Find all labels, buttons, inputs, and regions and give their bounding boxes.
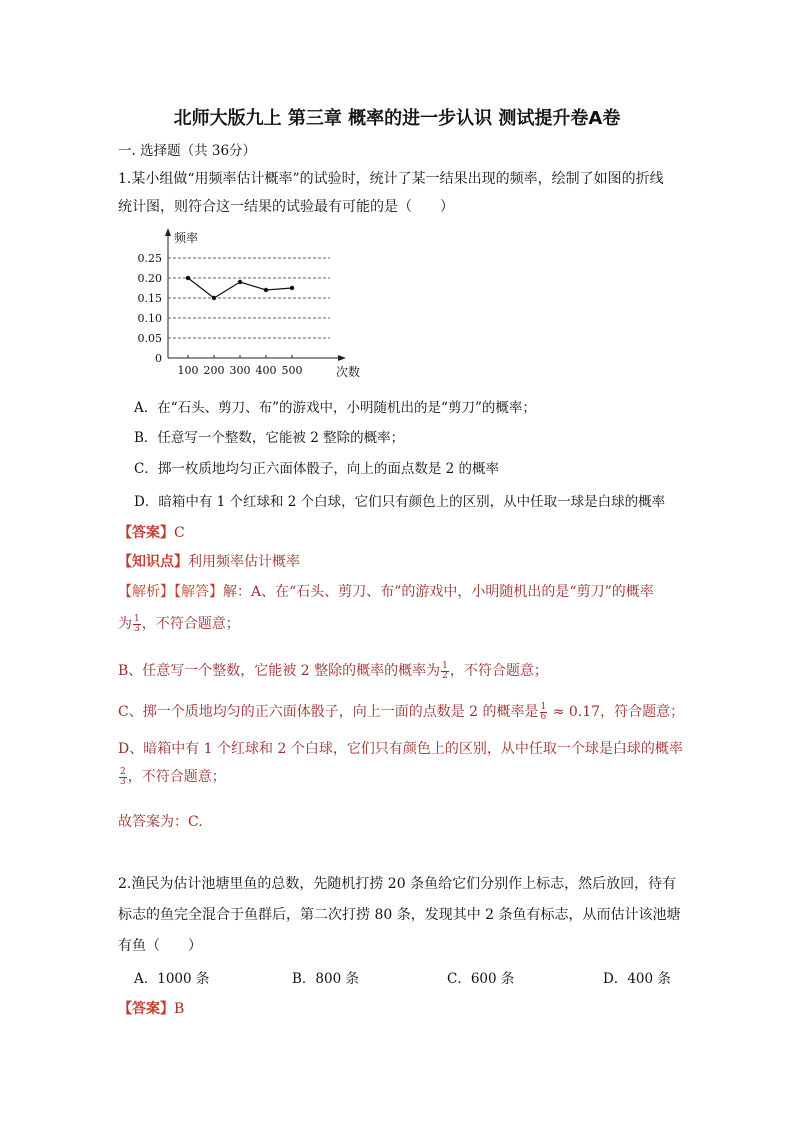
q1-option-d: D．暗箱中有 1 个红球和 2 个白球，它们只有颜色上的区别，从中任取一球是白球的概率 — [134, 494, 666, 510]
q1-conclusion: 故答案为：C. — [118, 814, 203, 830]
fraction-b-num: 1 — [442, 660, 448, 671]
analysis-text: 解：A、在“石头、剪刀、布”的游戏中，小明随机出的是“剪刀”的概率 — [223, 584, 654, 600]
y-axis-arrow — [165, 228, 171, 236]
data-point — [238, 280, 242, 284]
fraction-a-num: 1 — [134, 613, 140, 624]
answer-value: C — [174, 525, 185, 541]
y-tick-label: 0 — [155, 352, 162, 365]
q2-option-b: B．800 条 — [292, 971, 359, 987]
y-tick-label: 0.15 — [137, 292, 162, 305]
analysis-c-prefix: C、掷一个质地均匀的正六面体骰子，向上一面的点数是 2 的概率是 — [118, 704, 539, 720]
fraction-d-den: 3 — [120, 776, 126, 787]
x-tick-label: 400 — [255, 364, 277, 377]
x-tick-label: 200 — [203, 364, 225, 377]
answer-tag: 【答案】 — [118, 525, 174, 541]
q2-stem-line3: 有鱼（ ） — [118, 938, 202, 954]
analysis-a-suffix: ，不符合题意； — [141, 616, 240, 632]
q2-option-c: C．600 条 — [447, 971, 515, 987]
x-tick-label: 300 — [229, 364, 251, 377]
data-point — [290, 286, 294, 290]
answer-value: B — [174, 1001, 185, 1017]
analysis-b-suffix: ，不符合题意； — [449, 663, 548, 679]
y-tick-label: 0.20 — [137, 272, 162, 285]
q1-option-b: B．任意写一个整数，它能被 2 整除的概率； — [134, 430, 405, 446]
y-tick-label: 0.05 — [137, 332, 162, 345]
q2-stem-line2: 标志的鱼完全混合于鱼群后，第二次打捞 80 条，发现其中 2 条鱼有标志，从而估计该池塘 — [118, 907, 681, 923]
q1-analysis-line1 — [118, 581, 654, 601]
q1-analysis-b — [118, 660, 548, 681]
y-axis-label: 频率 — [174, 231, 199, 245]
y-tick-label: 0.25 — [137, 252, 162, 265]
q1-line-chart — [130, 222, 360, 382]
fraction-d — [119, 768, 127, 787]
page-title: 北师大版九上 第三章 概率的进一步认识 测试提升卷A卷 — [173, 108, 621, 129]
fraction-c-den: 6 — [540, 711, 547, 722]
q2-option-d: D．400 条 — [603, 971, 671, 987]
q1-answer — [118, 522, 185, 542]
q1-option-c: C．掷一枚质地均匀正六面体骰子，向上的面点数是 2 的概率 — [134, 461, 500, 477]
fraction-b — [441, 662, 449, 681]
section-heading: 一. 选择题（共 36分） — [118, 143, 257, 159]
fraction-c — [540, 703, 548, 722]
data-point — [264, 288, 268, 292]
q1-analysis-line2 — [118, 613, 240, 634]
answer-tag: 【答案】 — [118, 1001, 174, 1017]
q1-analysis-d-line1: D、暗箱中有 1 个红球和 2 个白球，它们只有颜色上的区别，从中任取一个球是白球的概率 — [118, 741, 683, 757]
y-tick-label: 0.10 — [137, 312, 162, 325]
fraction-a-den: 3 — [134, 623, 140, 634]
q1-analysis-d-line2 — [118, 766, 226, 787]
knowledge-tag: 【知识点】 — [118, 554, 188, 570]
q2-option-a: A．1000 条 — [134, 971, 210, 987]
analysis-tag: 【解析】【解答】 — [118, 584, 223, 600]
q1-knowledge — [118, 551, 300, 571]
x-tick-label: 500 — [281, 364, 303, 377]
fraction-b-den: 2 — [442, 670, 448, 681]
x-axis-label: 次数 — [336, 365, 360, 379]
q2-stem-line1: 2.渔民为估计池塘里鱼的总数，先随机打捞 20 条鱼给它们分别作上标志，然后放回，待有 — [118, 876, 677, 892]
q1-stem-line2: 统计图，则符合这一结果的试验最有可能的是（ ） — [118, 199, 454, 215]
x-tick-label: 100 — [177, 364, 199, 377]
fraction-a — [133, 615, 141, 634]
q1-option-a: A．在“石头、剪刀、布”的游戏中，小明随机出的是“剪刀”的概率； — [134, 400, 536, 416]
data-point — [186, 276, 190, 280]
q2-answer — [118, 998, 184, 1018]
fraction-c-num: 1 — [540, 701, 547, 712]
q1-stem-line1: 1.某小组做“用频率估计概率”的试验时，统计了某一结果出现的频率，绘制了如图的折线 — [118, 171, 664, 187]
data-point — [212, 296, 216, 300]
x-axis-arrow — [338, 355, 346, 361]
analysis-a-prefix: 为 — [118, 616, 132, 632]
q1-analysis-c — [118, 701, 684, 722]
analysis-d-suffix: ，不符合题意； — [127, 769, 226, 785]
fraction-d-num: 2 — [120, 766, 126, 777]
analysis-c-suffix: ≈ 0.17，符合题意； — [548, 704, 685, 720]
knowledge-value: 利用频率估计概率 — [188, 554, 300, 570]
analysis-b-prefix: B、任意写一个整数，它能被 2 整除的概率的概率为 — [118, 663, 441, 679]
